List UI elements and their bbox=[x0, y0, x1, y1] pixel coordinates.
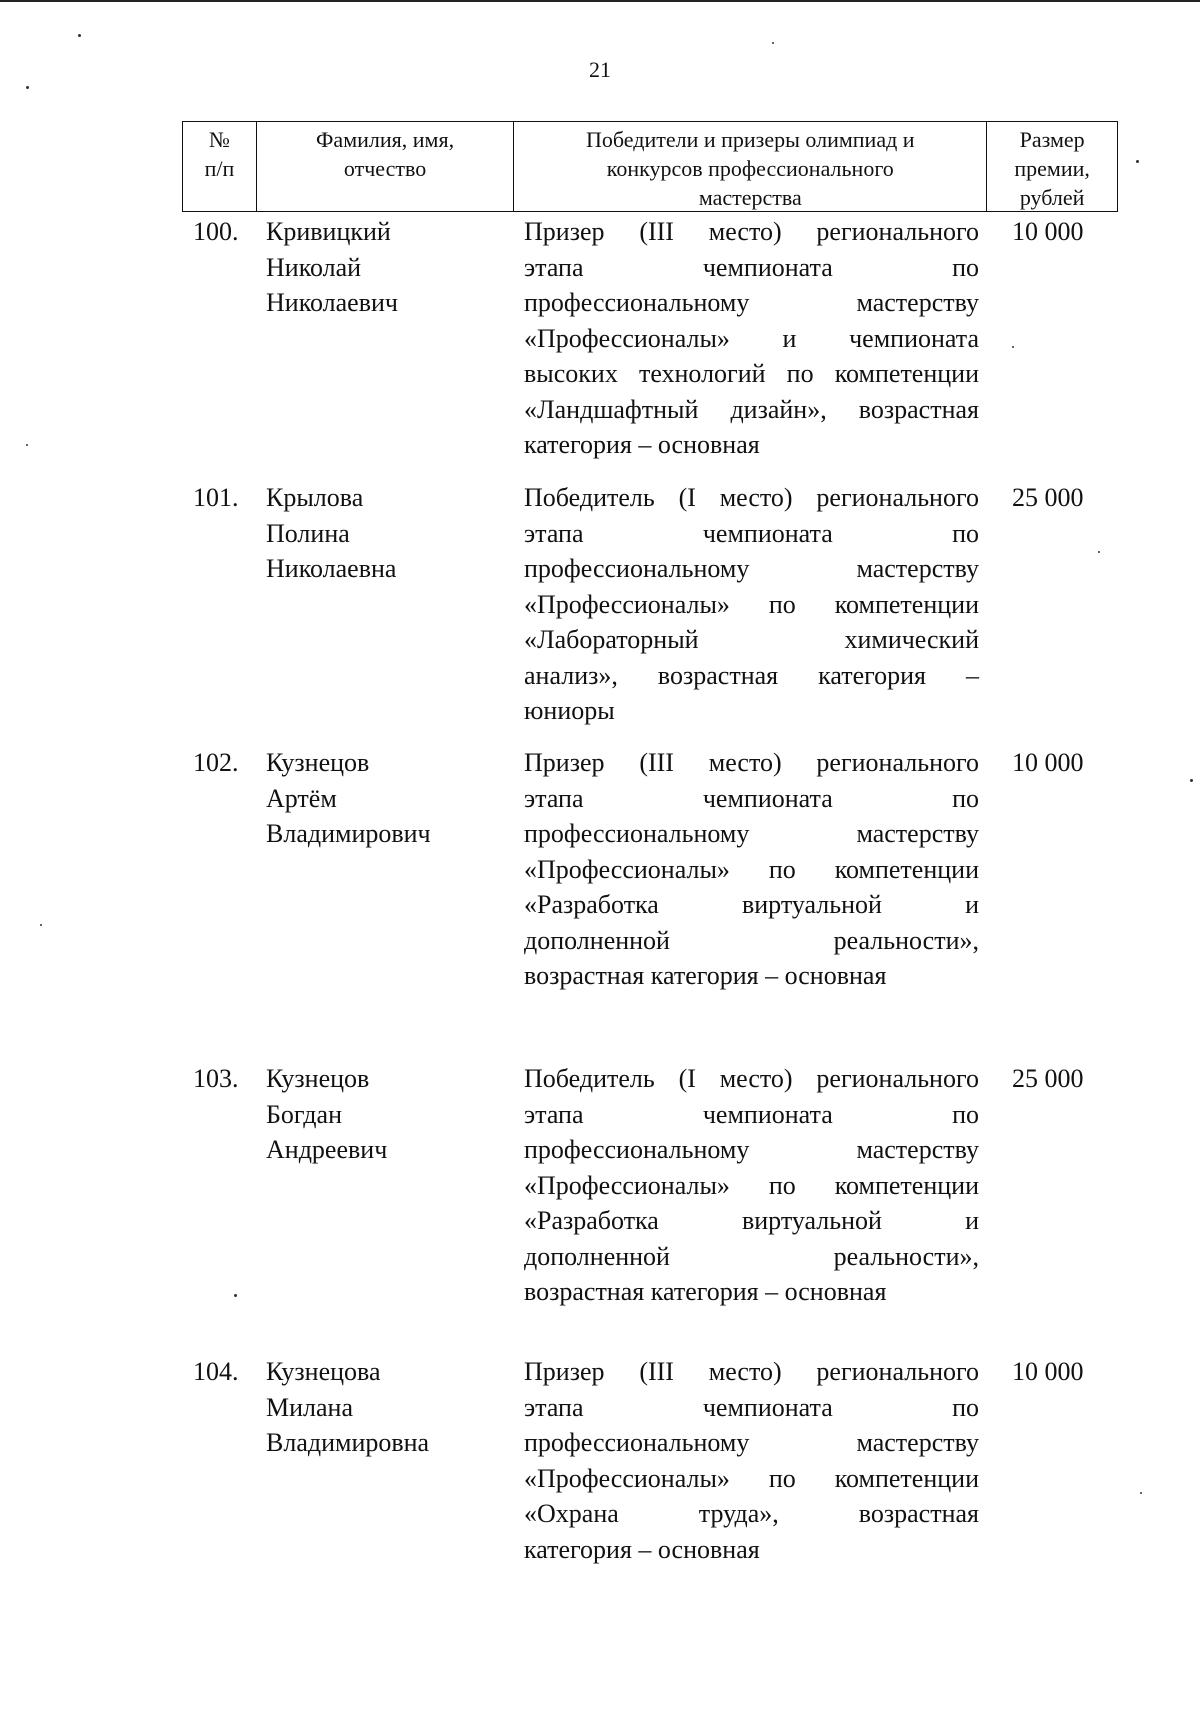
row-number: 104. bbox=[193, 1357, 239, 1386]
table-header bbox=[182, 121, 1118, 212]
row-number: 100. bbox=[193, 217, 239, 246]
row-number: 103. bbox=[193, 1064, 239, 1093]
row-prize-amount: 10 000 bbox=[1012, 217, 1084, 246]
row-full-name: Кривицкий Николай Николаевич bbox=[266, 217, 398, 317]
row-prize-amount: 25 000 bbox=[1012, 483, 1084, 512]
row-prize-amount: 10 000 bbox=[1012, 748, 1084, 777]
row-achievement: Призер (III место) регионального этапа чемпионата по профессиональному мастерству «Профессионалы» и чемпионата высоких технологий по компетенции «Ландшафтный дизайн», возрастная категория – основная bbox=[524, 217, 979, 459]
header-name-column: Фамилия, имя, отчество bbox=[257, 122, 514, 211]
row-achievement: Победитель (I место) регионального этапа чемпионата по профессиональному мастерству «Профессионалы» по компетенции «Разработка виртуальной и дополненной реальности», возрастная категория – основная bbox=[524, 1064, 979, 1306]
row-achievement: Призер (III место) регионального этапа чемпионата по профессиональному мастерству «Профессионалы» по компетенции «Разработка виртуальной и дополненной реальности», возрастная категория – основная bbox=[524, 748, 979, 990]
header-description-column: Победители и призеры олимпиад и конкурсов профессионального мастерства bbox=[514, 122, 987, 211]
header-number-column: № п/п bbox=[183, 122, 257, 211]
row-number: 102. bbox=[193, 748, 239, 777]
row-full-name: Кузнецов Богдан Андреевич bbox=[266, 1064, 388, 1164]
header-prize-column: Размер премии, рублей bbox=[1014, 127, 1090, 210]
page-number: 21 bbox=[589, 57, 611, 82]
row-achievement: Победитель (I место) регионального этапа чемпионата по профессиональному мастерству «Профессионалы» по компетенции «Лабораторный химический анализ», возрастная категория – юниоры bbox=[524, 483, 979, 725]
row-full-name: Крылова Полина Николаевна bbox=[266, 483, 397, 583]
row-full-name: Кузнецов Артём Владимирович bbox=[266, 748, 431, 848]
row-number: 101. bbox=[193, 483, 239, 512]
row-full-name: Кузнецова Милана Владимировна bbox=[266, 1357, 430, 1457]
row-prize-amount: 25 000 bbox=[1012, 1064, 1084, 1093]
row-achievement: Призер (III место) регионального этапа чемпионата по профессиональному мастерству «Профессионалы» по компетенции «Охрана труда», возрастная категория – основная bbox=[524, 1357, 979, 1564]
top-border-line bbox=[0, 0, 1200, 2]
row-prize-amount: 10 000 bbox=[1012, 1357, 1084, 1386]
